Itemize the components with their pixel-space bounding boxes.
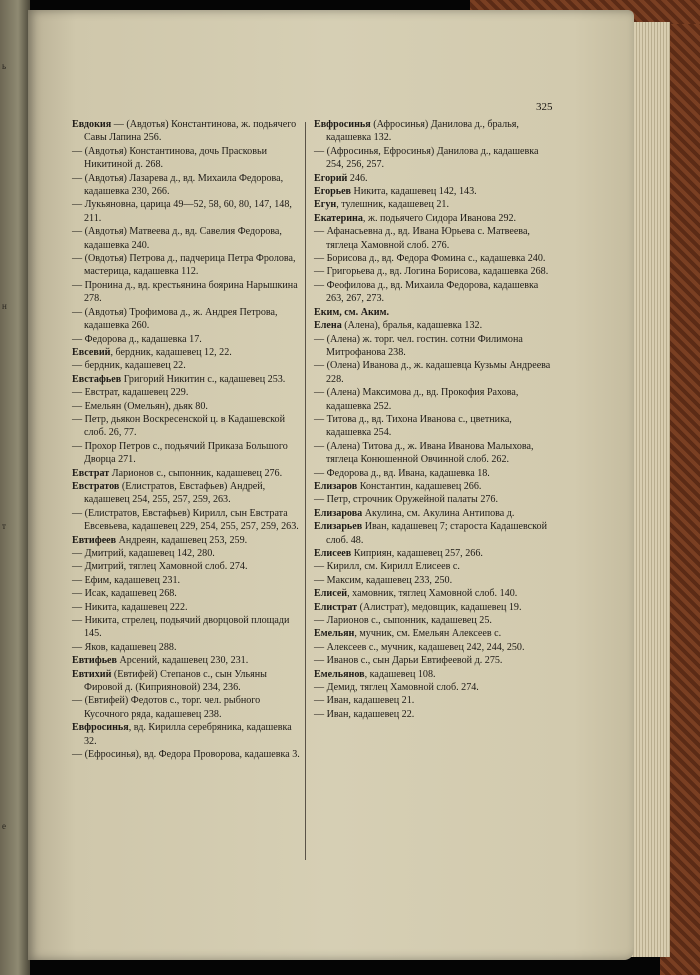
entry-text: — (Афросинья, Ефросинья) Данилова д., кадашевка 254, 256, 257. bbox=[314, 145, 539, 171]
index-entry bbox=[314, 507, 558, 520]
index-entry bbox=[314, 386, 558, 413]
entry-text: — Кирилл, см. Кирилл Елисеев с. bbox=[314, 561, 460, 573]
entry-text: Киприян, кадашевец 257, 266. bbox=[351, 548, 483, 559]
index-entry bbox=[72, 694, 304, 721]
index-entry bbox=[72, 373, 304, 386]
entry-text: — Петр, строчник Оружейной палаты 276. bbox=[314, 494, 498, 506]
entry-text: — Емельян (Омельян), дьяк 80. bbox=[72, 400, 208, 412]
entry-text: (Елистратов, Евстафьев) Андрей, кадашевец 254, 255, 257, 259, 263. bbox=[84, 480, 266, 506]
entry-text: — (Авдотья) Константинова, ж. подьячего Савы Лапина 256. bbox=[84, 119, 297, 144]
entry-text: — Ефим, кадашевец 231. bbox=[72, 574, 181, 586]
index-entry bbox=[72, 306, 304, 333]
index-entry bbox=[314, 627, 558, 640]
entry-text: — Феофилова д., вд. Михаила Федорова, кадашевка 263, 267, 273. bbox=[314, 279, 539, 305]
index-entry bbox=[314, 601, 558, 614]
facing-page-fragment: н bbox=[2, 301, 7, 311]
index-entry bbox=[72, 601, 304, 614]
entry-text: (Афросинья) Данилова д., бралья, кадашевка 132. bbox=[326, 119, 519, 144]
entry-text: — Алексеев с., мучник, кадашевец 242, 244, 250. bbox=[314, 641, 525, 653]
entry-headword: Емельянов bbox=[314, 668, 365, 680]
entry-text: — Ларионов с., сыпонник, кадашевец 25. bbox=[314, 615, 492, 627]
entry-text: — Прохор Петров с., подьячий Приказа Большого Дворца 271. bbox=[72, 440, 288, 466]
index-entry bbox=[72, 587, 304, 600]
index-entry bbox=[72, 118, 304, 145]
index-entry bbox=[72, 748, 304, 761]
entry-text: Иван, кадашевец 7; староста Кадашевской слоб. 48. bbox=[326, 521, 547, 546]
entry-text: , ж. подьячего Сидора Иванова 292. bbox=[362, 212, 517, 224]
entry-text: — (Авдотья) Константинова, дочь Прасковьи Никитиной д. 268. bbox=[72, 145, 267, 171]
index-entry bbox=[72, 198, 304, 225]
index-entry bbox=[314, 641, 558, 654]
index-entry bbox=[314, 668, 558, 681]
index-entry bbox=[314, 333, 558, 360]
entry-text: Ларионов с., сыпонник, кадашевец 276. bbox=[109, 467, 283, 479]
entry-text: — Пронина д., вд. крестьянина боярина Нарышкина 278. bbox=[72, 279, 298, 305]
index-entry bbox=[314, 265, 558, 278]
entry-text: (Алена), бралья, кадашевка 132. bbox=[341, 320, 483, 332]
entry-text: — Григорьева д., вд. Логина Борисова, кадашевка 268. bbox=[314, 266, 549, 278]
index-entry bbox=[314, 145, 558, 172]
entry-text: — Дмитрий, кадашевец 142, 280. bbox=[72, 548, 215, 559]
entry-text: — (Авдотья) Трофимова д., ж. Андрея Петрова, кадашевка 260. bbox=[72, 306, 278, 332]
entry-text: — бердник, кадашевец 22. bbox=[72, 360, 186, 372]
entry-text: , бердник, кадашевец 12, 22. bbox=[110, 346, 232, 358]
index-entry bbox=[314, 279, 558, 306]
index-entry bbox=[314, 574, 558, 587]
entry-headword: Елисей bbox=[314, 588, 348, 600]
entry-text: — (Авдотья) Матвеева д., вд. Савелия Федорова, кадашевка 240. bbox=[72, 226, 282, 251]
entry-text: — (Алена) Титова д., ж. Ивана Иванова Малыхова, тяглеца Конюшенной Овчинной слоб. 262. bbox=[314, 440, 534, 466]
index-entry bbox=[72, 560, 304, 573]
entry-headword: Елистрат bbox=[314, 601, 358, 613]
entry-headword: Елизаров bbox=[314, 480, 358, 492]
entry-headword: Евфросинья bbox=[72, 722, 129, 734]
entry-text: Никита, кадашевец 142, 143. bbox=[351, 186, 477, 198]
entry-text: — Афанасьевна д., вд. Ивана Юрьева с. Матвеева, тяглеца Хамовной слоб. 276. bbox=[314, 226, 530, 251]
entry-text: — Лукьяновна, царица 49—52, 58, 60, 80, 147, 148, 211. bbox=[72, 199, 292, 224]
entry-text: — (Евтифей) Федотов с., торг. чел. рыбного Кусочного ряда, кадашевец 238. bbox=[72, 695, 261, 720]
index-entry bbox=[314, 694, 558, 707]
index-entry bbox=[314, 493, 558, 506]
entry-headword: Елисеев bbox=[314, 548, 352, 559]
entry-text: Акулина, см. Акулина Антипова д. bbox=[362, 507, 515, 519]
entry-text: — Исак, кадашевец 268. bbox=[72, 588, 177, 600]
entry-text: — Яков, кадашевец 288. bbox=[72, 641, 177, 653]
entry-text: — (Алена) ж. торг. чел. гостин. сотни Филимона Митрофанова 238. bbox=[314, 333, 523, 358]
index-entry bbox=[314, 614, 558, 627]
book-page bbox=[28, 10, 634, 960]
facing-page-fragment: ь bbox=[2, 61, 7, 71]
index-entry bbox=[314, 520, 558, 547]
index-entry bbox=[314, 560, 558, 573]
index-entry bbox=[314, 118, 558, 145]
entry-headword: Егорьев bbox=[314, 186, 351, 198]
index-entry bbox=[72, 333, 304, 346]
index-entry bbox=[72, 400, 304, 413]
entry-text: — Борисова д., вд. Федора Фомина с., кадашевка 240. bbox=[314, 253, 546, 265]
entry-text: 246. bbox=[347, 172, 368, 184]
entry-text: , хамовник, тяглец Хамовной слоб. 140. bbox=[347, 588, 518, 600]
index-entry bbox=[314, 467, 558, 480]
index-entry bbox=[72, 507, 304, 534]
entry-text: — Иванов с., сын Дарьи Евтифеевой д. 275. bbox=[314, 655, 503, 667]
index-entry bbox=[72, 654, 304, 667]
entry-headword: Екатерина bbox=[314, 212, 363, 224]
index-entry bbox=[72, 145, 304, 172]
entry-text: — (Ефросинья), вд. Федора Проворова, кадашевка 3. bbox=[72, 749, 300, 761]
entry-headword: Елизарьев bbox=[314, 521, 363, 533]
entry-headword: Евфросинья bbox=[314, 119, 371, 130]
entry-text: Григорий Никитин с., кадашевец 253. bbox=[121, 373, 286, 385]
index-entry bbox=[314, 252, 558, 265]
entry-text: — Никита, кадашевец 222. bbox=[72, 601, 188, 613]
index-entry bbox=[72, 279, 304, 306]
index-column-right bbox=[314, 118, 558, 721]
index-entry bbox=[314, 185, 558, 198]
entry-text: , мучник, см. Емельян Алексеев с. bbox=[354, 628, 502, 640]
facing-page-edge bbox=[0, 0, 30, 975]
entry-headword: Евтифьев bbox=[72, 655, 117, 667]
entry-headword: Егорий bbox=[314, 172, 348, 184]
facing-page-fragment: т bbox=[2, 521, 6, 531]
entry-text: — Евстрат, кадашевец 229. bbox=[72, 387, 189, 399]
index-entry bbox=[314, 225, 558, 252]
entry-headword: Еким, см. Аким. bbox=[314, 306, 390, 318]
entry-text: — (Авдотья) Лазарева д., вд. Михаила Федорова, кадашевка 230, 266. bbox=[72, 172, 284, 198]
index-entry bbox=[314, 359, 558, 386]
facing-page-fragment: е bbox=[2, 821, 6, 831]
entry-headword: Евдокия bbox=[72, 119, 112, 130]
index-entry bbox=[72, 467, 304, 480]
entry-headword: Егун bbox=[314, 199, 337, 211]
index-entry bbox=[314, 681, 558, 694]
index-entry bbox=[72, 386, 304, 399]
column-divider bbox=[305, 122, 306, 860]
entry-text: , тулешник, кадашевец 21. bbox=[336, 199, 449, 211]
index-entry bbox=[314, 172, 558, 185]
index-entry bbox=[72, 574, 304, 587]
index-entry bbox=[72, 614, 304, 641]
index-entry bbox=[72, 480, 304, 507]
entry-text: — (Алена) Максимова д., вд. Прокофия Рахова, кадашевка 252. bbox=[314, 387, 519, 412]
entry-headword: Евстафьев bbox=[72, 373, 122, 385]
page-number: 325 bbox=[536, 101, 553, 113]
index-entry bbox=[314, 306, 558, 319]
entry-text: Арсений, кадашевец 230, 231. bbox=[116, 655, 249, 667]
entry-text: , кадашевец 108. bbox=[364, 668, 436, 680]
index-entry bbox=[72, 641, 304, 654]
index-entry bbox=[72, 359, 304, 372]
entry-headword: Евтифеев bbox=[72, 534, 117, 546]
entry-text: — Максим, кадашевец 233, 250. bbox=[314, 574, 453, 586]
entry-headword: Евстратов bbox=[72, 480, 120, 492]
index-entry bbox=[72, 721, 304, 748]
entry-text: — Иван, кадашевец 22. bbox=[314, 708, 415, 720]
index-entry bbox=[314, 198, 558, 211]
entry-text: , вд. Кирилла серебряника, кадашевка 32. bbox=[84, 722, 292, 747]
index-entry bbox=[314, 212, 558, 225]
entry-headword: Емельян bbox=[314, 628, 355, 640]
entry-text: — Петр, дьякон Воскресенской ц. в Кадашевской слоб. 26, 77. bbox=[72, 413, 285, 439]
entry-text: — Дмитрий, тяглец Хамовной слоб. 274. bbox=[72, 561, 248, 573]
entry-text: — (Овдотья) Петрова д., падчерица Петра Фролова, мастерица, кадашевка 112. bbox=[72, 253, 296, 278]
index-entry bbox=[72, 172, 304, 199]
index-entry bbox=[314, 547, 558, 560]
entry-text: — Демид, тяглец Хамовной слоб. 274. bbox=[314, 682, 479, 694]
entry-text: — Федорова д., кадашевка 17. bbox=[72, 333, 202, 345]
index-entry bbox=[314, 440, 558, 467]
entry-text: — Федорова д., вд. Ивана, кадашевка 18. bbox=[314, 467, 490, 479]
entry-headword: Евстрат bbox=[72, 467, 110, 479]
entry-headword: Евсевий bbox=[72, 346, 111, 358]
index-entry bbox=[314, 708, 558, 721]
index-entry bbox=[72, 225, 304, 252]
index-entry bbox=[314, 587, 558, 600]
entry-text: (Алистрат), медовщик, кадашевец 19. bbox=[357, 601, 522, 613]
entry-text: — (Олена) Иванова д., ж. кадашевца Кузьмы Андреева 228. bbox=[314, 360, 551, 385]
entry-text: — Титова д., вд. Тихона Иванова с., цветника, кадашевка 254. bbox=[314, 413, 512, 439]
entry-text: — Иван, кадашевец 21. bbox=[314, 695, 415, 707]
index-entry bbox=[314, 319, 558, 332]
index-entry bbox=[72, 534, 304, 547]
index-entry bbox=[72, 413, 304, 440]
index-entry bbox=[72, 346, 304, 359]
index-entry bbox=[72, 440, 304, 467]
index-entry bbox=[72, 252, 304, 279]
index-column-left bbox=[72, 118, 304, 762]
index-entry bbox=[72, 668, 304, 695]
entry-headword: Елизарова bbox=[314, 507, 363, 519]
entry-text: Константин, кадашевец 266. bbox=[357, 480, 482, 492]
entry-headword: Елена bbox=[314, 320, 342, 332]
entry-headword: Евтихий bbox=[72, 668, 112, 680]
entry-text: Андреян, кадашевец 253, 259. bbox=[116, 534, 248, 546]
entry-text: — Никита, стрелец, подьячий дворцовой площади 145. bbox=[72, 615, 290, 640]
entry-text: (Евтифей) Степанов с., сын Ульяны Фировой д. (Киприяновой) 234, 236. bbox=[84, 668, 267, 694]
index-entry bbox=[314, 413, 558, 440]
entry-text: — (Елистратов, Евстафьев) Кирилл, сын Евстрата Евсевьева, кадашевец 229, 254, 255, 257, 259, 263. bbox=[72, 507, 299, 533]
index-entry bbox=[72, 547, 304, 560]
index-entry bbox=[314, 480, 558, 493]
index-entry bbox=[314, 654, 558, 667]
